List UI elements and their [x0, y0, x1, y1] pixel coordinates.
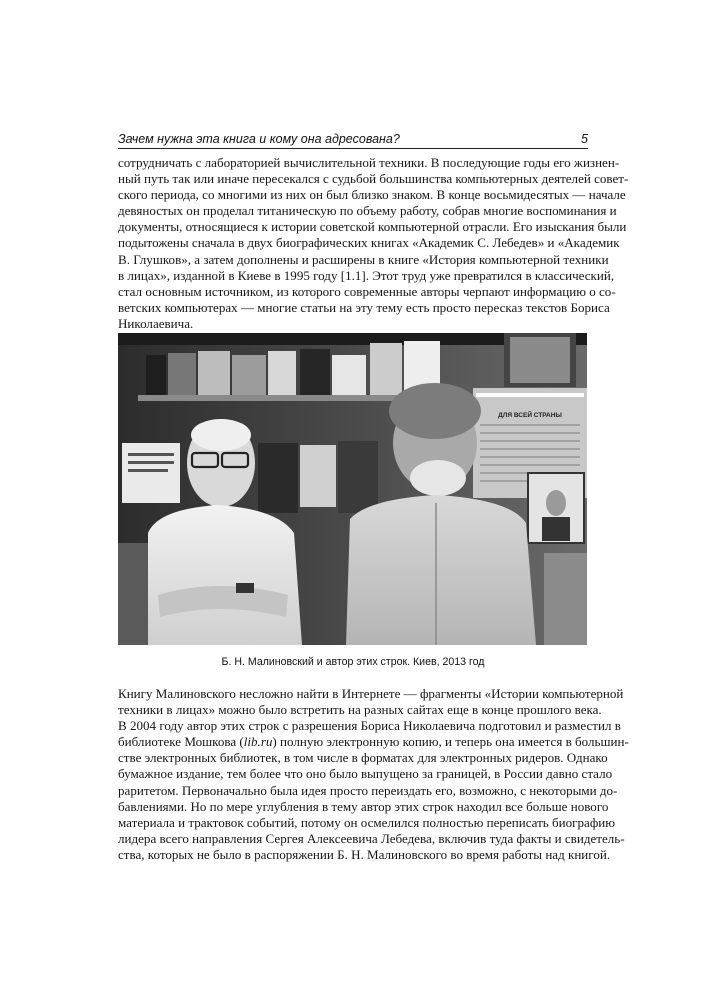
photo-malinovsky-and-author [118, 333, 587, 645]
text-line: подытожены сначала в двух биографических книгах «Академик С. Лебедев» и «Академик [118, 235, 620, 251]
photo-caption: Б. Н. Малиновский и автор этих строк. Киев, 2013 год [221, 656, 485, 668]
text-line: бавлениями. Но по мере углубления в тему автор этих строк находил все больше нового [118, 798, 609, 814]
paragraph-1 [118, 155, 629, 332]
running-header-title: Зачем нужна эта книга и кому она адресована? [118, 132, 400, 146]
header-rule [118, 148, 588, 149]
text-line: девяностых он проделал титаническую по объему работу, собрав многие воспоминания и [118, 203, 617, 219]
photo-image [118, 333, 587, 645]
text-line: лидера всего направления Сергея Алексеевича Лебедева, включив туда факты и свидетель- [118, 830, 625, 846]
text-line: стал основным источником, из которого современные авторы черпают информацию о со- [118, 283, 616, 299]
text-line: библиотеке Мошкова (lib.ru) полную электронную копию, и теперь она имеется в большин- [118, 734, 629, 750]
text-line: В 2004 году автор этих строк с разрешения Бориса Николаевича подготовил и разместил в [118, 718, 621, 734]
page-number: 5 [581, 132, 588, 146]
text-line: бумажное издание, тем более что оно было выпущено за границей, в России давно стало [118, 766, 613, 782]
text-line: сотрудничать с лабораторией вычислительной техники. В последующие годы его жизнен- [118, 155, 620, 170]
running-header [118, 131, 588, 147]
text-line: ства, которых не было в распоряжении Б. Н. Малиновского во время работы над книгой. [118, 846, 611, 862]
text-line: материала и трактовок событий, потому он осмелился полностью переписать биографию [118, 814, 616, 830]
text-line: документы, относящиеся к истории советской компьютерной отрасли. Его изыскания были [118, 219, 627, 235]
text-line: техники в лицах» можно было встретить на разных сайтах еще в конце прошлого века. [118, 702, 602, 718]
text-line: Книгу Малиновского несложно найти в Интернете — фрагменты «Истории компьютерной [118, 686, 624, 701]
text-line: В. Глушков», а затем дополнены и расширены в книге «История компьютерной техники [118, 251, 609, 267]
text-line: в лицах», изданной в Киеве в 1995 году [1.1]. Этот труд уже превратился в классический, [118, 267, 615, 283]
wall-sign-text: ДЛЯ ВСЕЙ СТРАНЫ [498, 412, 562, 419]
text-line: ный путь так или иначе пересекался с судьбой большинства компьютерных деятелей совет- [118, 171, 629, 187]
text-line: ветских компьютерах — многие статьи на эту тему есть просто пересказ текстов Бориса [118, 299, 610, 315]
text-line: ского периода, со многими из них он был близко знаком. В конце восьмидесятых — начале [118, 187, 626, 203]
paragraph-2 [118, 686, 629, 863]
text-line: стве электронных библиотек, в том числе в форматах для электронных ридеров. Однако [118, 750, 608, 766]
text-line: Николаевича. [118, 315, 194, 331]
text-line: раритетом. Первоначально была идея просто переиздать его, возможно, с некоторыми до- [118, 782, 618, 798]
